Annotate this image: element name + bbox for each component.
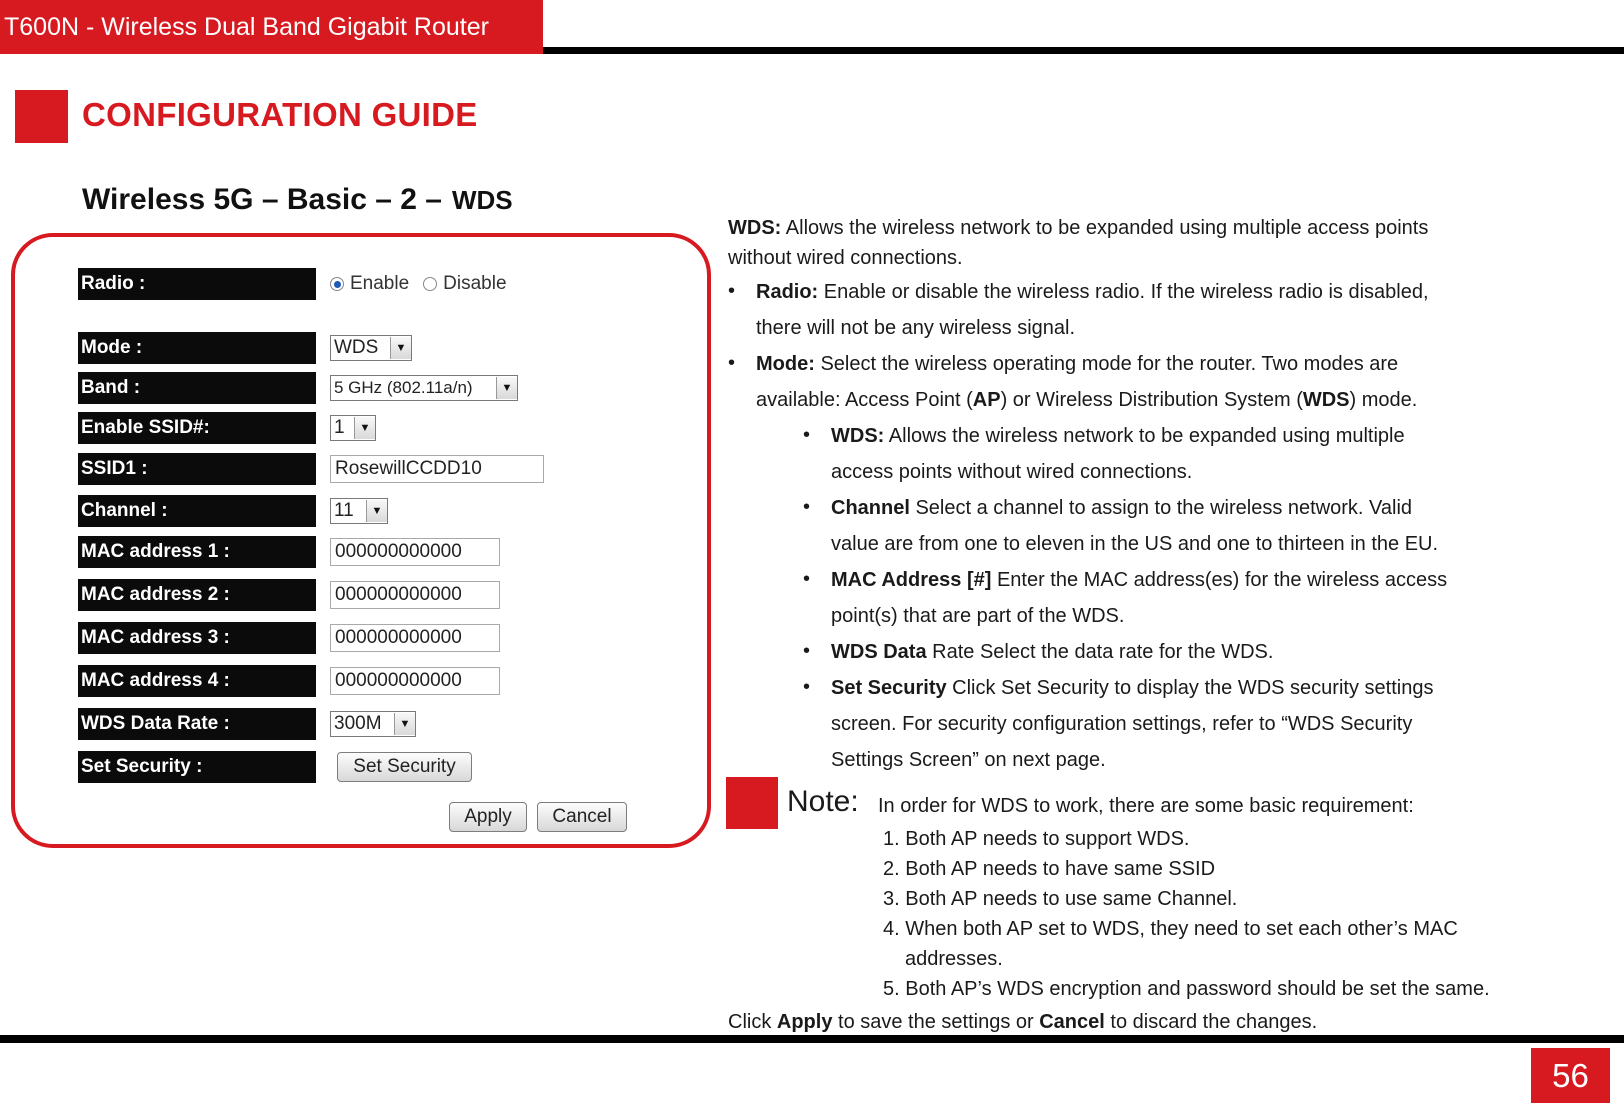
radio-desc-line2: there will not be any wireless signal. [756, 317, 1076, 339]
sub-channel-text: Select a channel to assign to the wireless network. Valid [909, 497, 1413, 519]
bullet-icon: • [803, 424, 811, 446]
mode-value: WDS [334, 337, 379, 358]
closing-instruction [728, 1007, 1317, 1037]
note-item: 4. When both AP set to WDS, they need to set each other’s MAC [883, 918, 1458, 940]
ssid1-row [78, 453, 544, 485]
closing-cancel-term: Cancel [1039, 1011, 1105, 1033]
intro-paragraph-line2: without wired connections. [728, 247, 963, 269]
chevron-down-icon: ▼ [354, 417, 375, 439]
sub-mac-desc-line2: point(s) that are part of the WDS. [831, 605, 1125, 627]
mac1-input[interactable]: 000000000000 [330, 538, 500, 566]
mode-text-b: ) or Wireless Distribution System ( [1000, 389, 1303, 411]
mode-term: Mode: [756, 353, 815, 375]
ssid1-label: SSID1 : [78, 453, 316, 485]
page-heading-main: Wireless 5G – Basic – 2 – [82, 183, 442, 216]
band-label: Band : [78, 372, 316, 404]
sub-mac-term: MAC Address [#] [831, 569, 992, 591]
mode-ap-term: AP [972, 389, 1001, 411]
sub-mac-desc [831, 565, 1447, 595]
bullet-icon: • [803, 676, 811, 698]
page-heading-tail: WDS [451, 185, 513, 215]
set-security-button[interactable]: Set Security [337, 752, 472, 782]
radio-label: Radio : [78, 268, 316, 300]
note-marker [726, 777, 778, 829]
channel-row [78, 495, 388, 527]
mac1-label: MAC address 1 : [78, 536, 316, 568]
bullet-icon: • [728, 352, 736, 374]
closing-text: to save the settings or [832, 1011, 1040, 1033]
radio-disable-option[interactable] [423, 277, 437, 291]
section-marker [15, 90, 68, 143]
closing-apply-term: Apply [776, 1011, 833, 1033]
radio-term: Radio: [756, 281, 819, 303]
radio-row [78, 268, 507, 300]
mode-label: Mode : [78, 332, 316, 364]
radio-enable-option[interactable] [330, 277, 344, 291]
set-security-label: Set Security : [78, 751, 316, 783]
set-security-row [78, 751, 472, 783]
data-rate-select[interactable] [330, 711, 416, 737]
data-rate-row [78, 708, 416, 740]
mode-text: Select the wireless operating mode for the router. Two modes are [814, 353, 1399, 375]
enable-ssid-value: 1 [334, 417, 345, 438]
sub-security-desc-line3: Settings Screen” on next page. [831, 749, 1106, 771]
mac2-label: MAC address 2 : [78, 579, 316, 611]
channel-select[interactable] [330, 498, 388, 524]
data-rate-label: WDS Data Rate : [78, 708, 316, 740]
footer-rule [0, 1035, 1624, 1043]
closing-text: Click [728, 1011, 777, 1033]
band-value: 5 GHz (802.11a/n) [334, 378, 473, 397]
data-rate-value: 300M [334, 713, 382, 734]
mode-desc-line2 [756, 385, 1417, 415]
intro-term: WDS: [728, 217, 782, 239]
mac3-input[interactable]: 000000000000 [330, 624, 500, 652]
product-title-tab: T600N - Wireless Dual Band Gigabit Router [0, 0, 543, 54]
note-item: 3. Both AP needs to use same Channel. [883, 888, 1238, 910]
sub-wds-desc [831, 421, 1405, 451]
page-number: 56 [1531, 1048, 1610, 1103]
sub-mac-text: Enter the MAC address(es) for the wireless access [991, 569, 1448, 591]
radio-desc [756, 277, 1429, 307]
note-title: Note: [787, 785, 859, 818]
mode-row [78, 332, 412, 364]
mode-text-c: ) mode. [1349, 389, 1418, 411]
bullet-icon: • [803, 640, 811, 662]
enable-ssid-row [78, 412, 376, 444]
sub-security-desc-line2: screen. For security configuration settings, refer to “WDS Security [831, 713, 1413, 735]
note-item: 1. Both AP needs to support WDS. [883, 828, 1190, 850]
channel-label: Channel : [78, 495, 316, 527]
mac1-row [78, 536, 500, 568]
note-item: addresses. [905, 948, 1003, 970]
mode-desc [756, 349, 1398, 379]
sub-channel-desc [831, 493, 1412, 523]
bullet-icon: • [728, 280, 736, 302]
page-heading [82, 183, 513, 217]
intro-text: Allows the wireless network to be expanded using multiple access points [781, 217, 1429, 239]
sub-data-rate-term: WDS Data [831, 641, 927, 663]
channel-value: 11 [334, 500, 354, 521]
enable-ssid-label: Enable SSID#: [78, 412, 316, 444]
note-item: 2. Both AP needs to have same SSID [883, 858, 1216, 880]
band-row [78, 372, 518, 404]
mac3-label: MAC address 3 : [78, 622, 316, 654]
note-intro: In order for WDS to work, there are some basic requirement: [878, 795, 1414, 817]
mac4-input[interactable]: 000000000000 [330, 667, 500, 695]
sub-channel-desc-line2: value are from one to eleven in the US and one to thirteen in the EU. [831, 533, 1439, 555]
sub-wds-desc-line2: access points without wired connections. [831, 461, 1193, 483]
chevron-down-icon: ▼ [366, 500, 387, 522]
ssid1-input[interactable]: RosewillCCDD10 [330, 455, 544, 483]
sub-channel-term: Channel [831, 497, 910, 519]
mac4-row [78, 665, 500, 697]
mode-select[interactable] [330, 335, 412, 361]
bullet-icon: • [803, 496, 811, 518]
sub-data-rate-text: Rate Select the data rate for the WDS. [926, 641, 1274, 663]
section-title: CONFIGURATION GUIDE [82, 96, 478, 133]
sub-wds-text: Allows the wireless network to be expanded using multiple [884, 425, 1405, 447]
sub-security-term: Set Security [831, 677, 947, 699]
mac4-label: MAC address 4 : [78, 665, 316, 697]
note-item: 5. Both AP’s WDS encryption and password should be set the same. [883, 978, 1490, 1000]
mode-text-a: available: Access Point ( [756, 389, 973, 411]
mac3-row [78, 622, 500, 654]
sub-security-desc [831, 673, 1433, 703]
sub-wds-term: WDS: [831, 425, 885, 447]
intro-paragraph [728, 213, 1428, 243]
radio-text: Enable or disable the wireless radio. If the wireless radio is disabled, [818, 281, 1429, 303]
enable-ssid-select[interactable] [330, 415, 376, 441]
mac2-input[interactable]: 000000000000 [330, 581, 500, 609]
chevron-down-icon: ▼ [394, 713, 415, 735]
bullet-icon: • [803, 568, 811, 590]
radio-enable-label: Enable [350, 273, 410, 294]
sub-data-rate-desc [831, 637, 1273, 667]
cancel-button[interactable]: Cancel [537, 802, 627, 832]
chevron-down-icon: ▼ [496, 377, 517, 399]
chevron-down-icon: ▼ [390, 337, 411, 359]
closing-text: to discard the changes. [1104, 1011, 1318, 1033]
mac2-row [78, 579, 500, 611]
band-select[interactable] [330, 375, 518, 401]
sub-security-text: Click Set Security to display the WDS security settings [946, 677, 1434, 699]
radio-disable-label: Disable [443, 273, 507, 294]
header-rule [543, 47, 1624, 54]
apply-button[interactable]: Apply [449, 802, 527, 832]
mode-wds-term: WDS [1302, 389, 1350, 411]
